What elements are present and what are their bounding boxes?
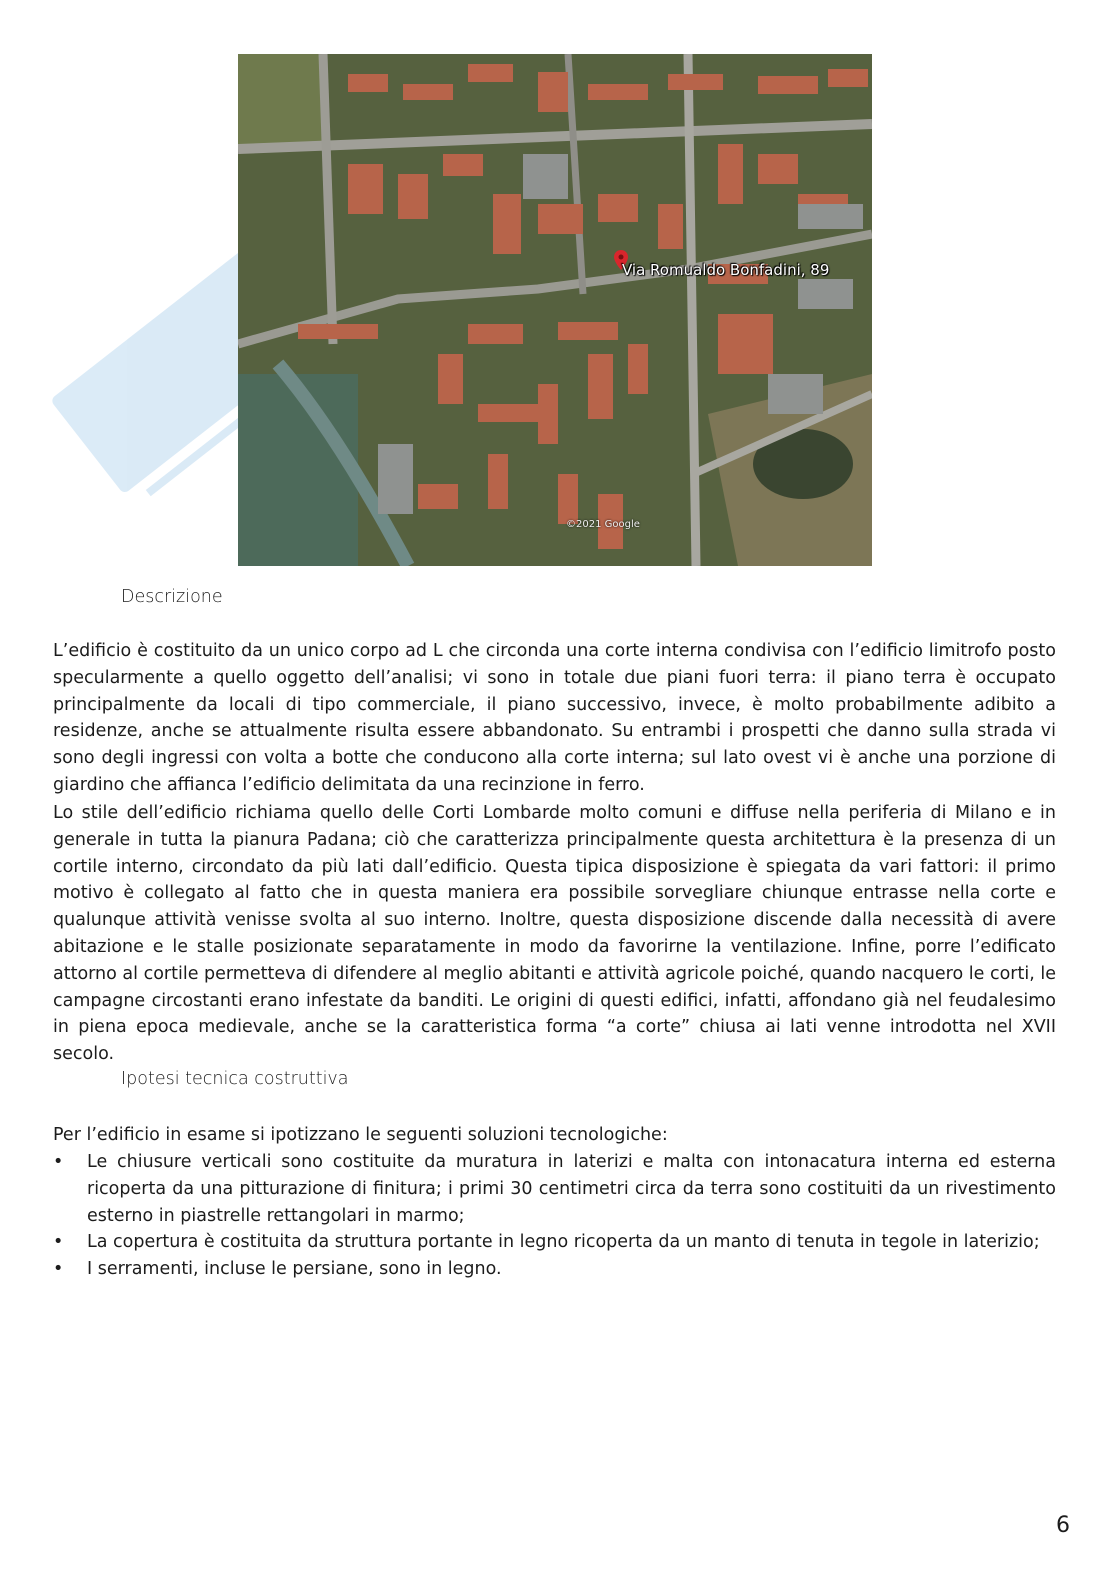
list-item (53, 1229, 1056, 1256)
list-item-text: I serramenti, incluse le persiane, sono in legno. (87, 1259, 502, 1280)
map-copyright: ©2021 Google (566, 519, 640, 530)
list-item (53, 1256, 1056, 1283)
aerial-map (238, 54, 872, 566)
description-paragraph-2: Lo stile dell’edificio richiama quello delle Corti Lombarde molto comuni e diffuse nella periferia di Milano e in generale in tutta la pianura Padana; ciò che caratterizza principalmente questa architettura è la presenza di un cortile interno, circondato da più lati dall’edificio. Questa tipica disposizione è spiegata da vari fattori: il primo motivo è collegato al fatto che in questa maniera era possibile sorvegliare chiunque entrasse nella corte e qualunque attività venisse svolta al suo interno. Inoltre, questa disposizione discende dalla necessità di avere abitazione e le stalle posizionate separatamente in modo da favorirne la ventilazione. Infine, porre l’edificato attorno al cortile permetteva di difendere al meglio abitanti e attività agricole poiché, quando nacquero le corti, le campagne circostanti erano infestate da banditi. Le origini di questi edifici, infatti, affondano già nel feudalesimo in piena epoca medievale, anche se la caratteristica forma “a corte” chiusa ai lati venne introdotta nel XVII secolo. (53, 803, 1056, 1065)
technique-heading: Ipotesi tecnica costruttiva (121, 1069, 349, 1089)
bullet-icon: • (53, 1232, 64, 1253)
technique-list (53, 1149, 1056, 1283)
page-number: 6 (1056, 1513, 1070, 1538)
list-item (53, 1149, 1056, 1229)
technique-intro: Per l’edificio in esame si ipotizzano le seguenti soluzioni tecnologiche: (53, 1125, 668, 1145)
description-heading: Descrizione (121, 587, 223, 607)
description-paragraph-1: L’edificio è costituito da un unico corpo ad L che circonda una corte interna condivisa con l’edificio limitrofo posto specularmente a quello oggetto dell’analisi; vi sono in totale due piani fuori terra: il piano terra è occupato principalmente da locali di tipo commerciale, il piano successivo, invece, è molto probabilmente adibito a residenze, anche se attualmente risulta essere abbandonato. Su entrambi i prospetti che danno sulla strada vi sono degli ingressi con volta a botte che conducono alla corte interna; sul lato ovest vi è anche una porzione di giardino che affianca l’edificio delimitata da una recinzione in ferro. (53, 641, 1056, 795)
map-address-label: Via Romualdo Bonfadini, 89 (622, 261, 830, 279)
bullet-icon: • (53, 1152, 64, 1172)
list-item-text: La copertura è costituita da struttura portante in legno ricoperta da un manto di tenuta in tegole in laterizio; (87, 1232, 1040, 1253)
list-item-text: Le chiusure verticali sono costituite da muratura in laterizi e malta con intonacatura interna ed esterna ricoperta da una pitturazione di finitura; i primi 30 centimetri circa da terra sono costituiti da un rivestimento esterno in piastrelle rettangolari in marmo; (87, 1152, 1056, 1226)
bullet-icon: • (53, 1259, 64, 1280)
